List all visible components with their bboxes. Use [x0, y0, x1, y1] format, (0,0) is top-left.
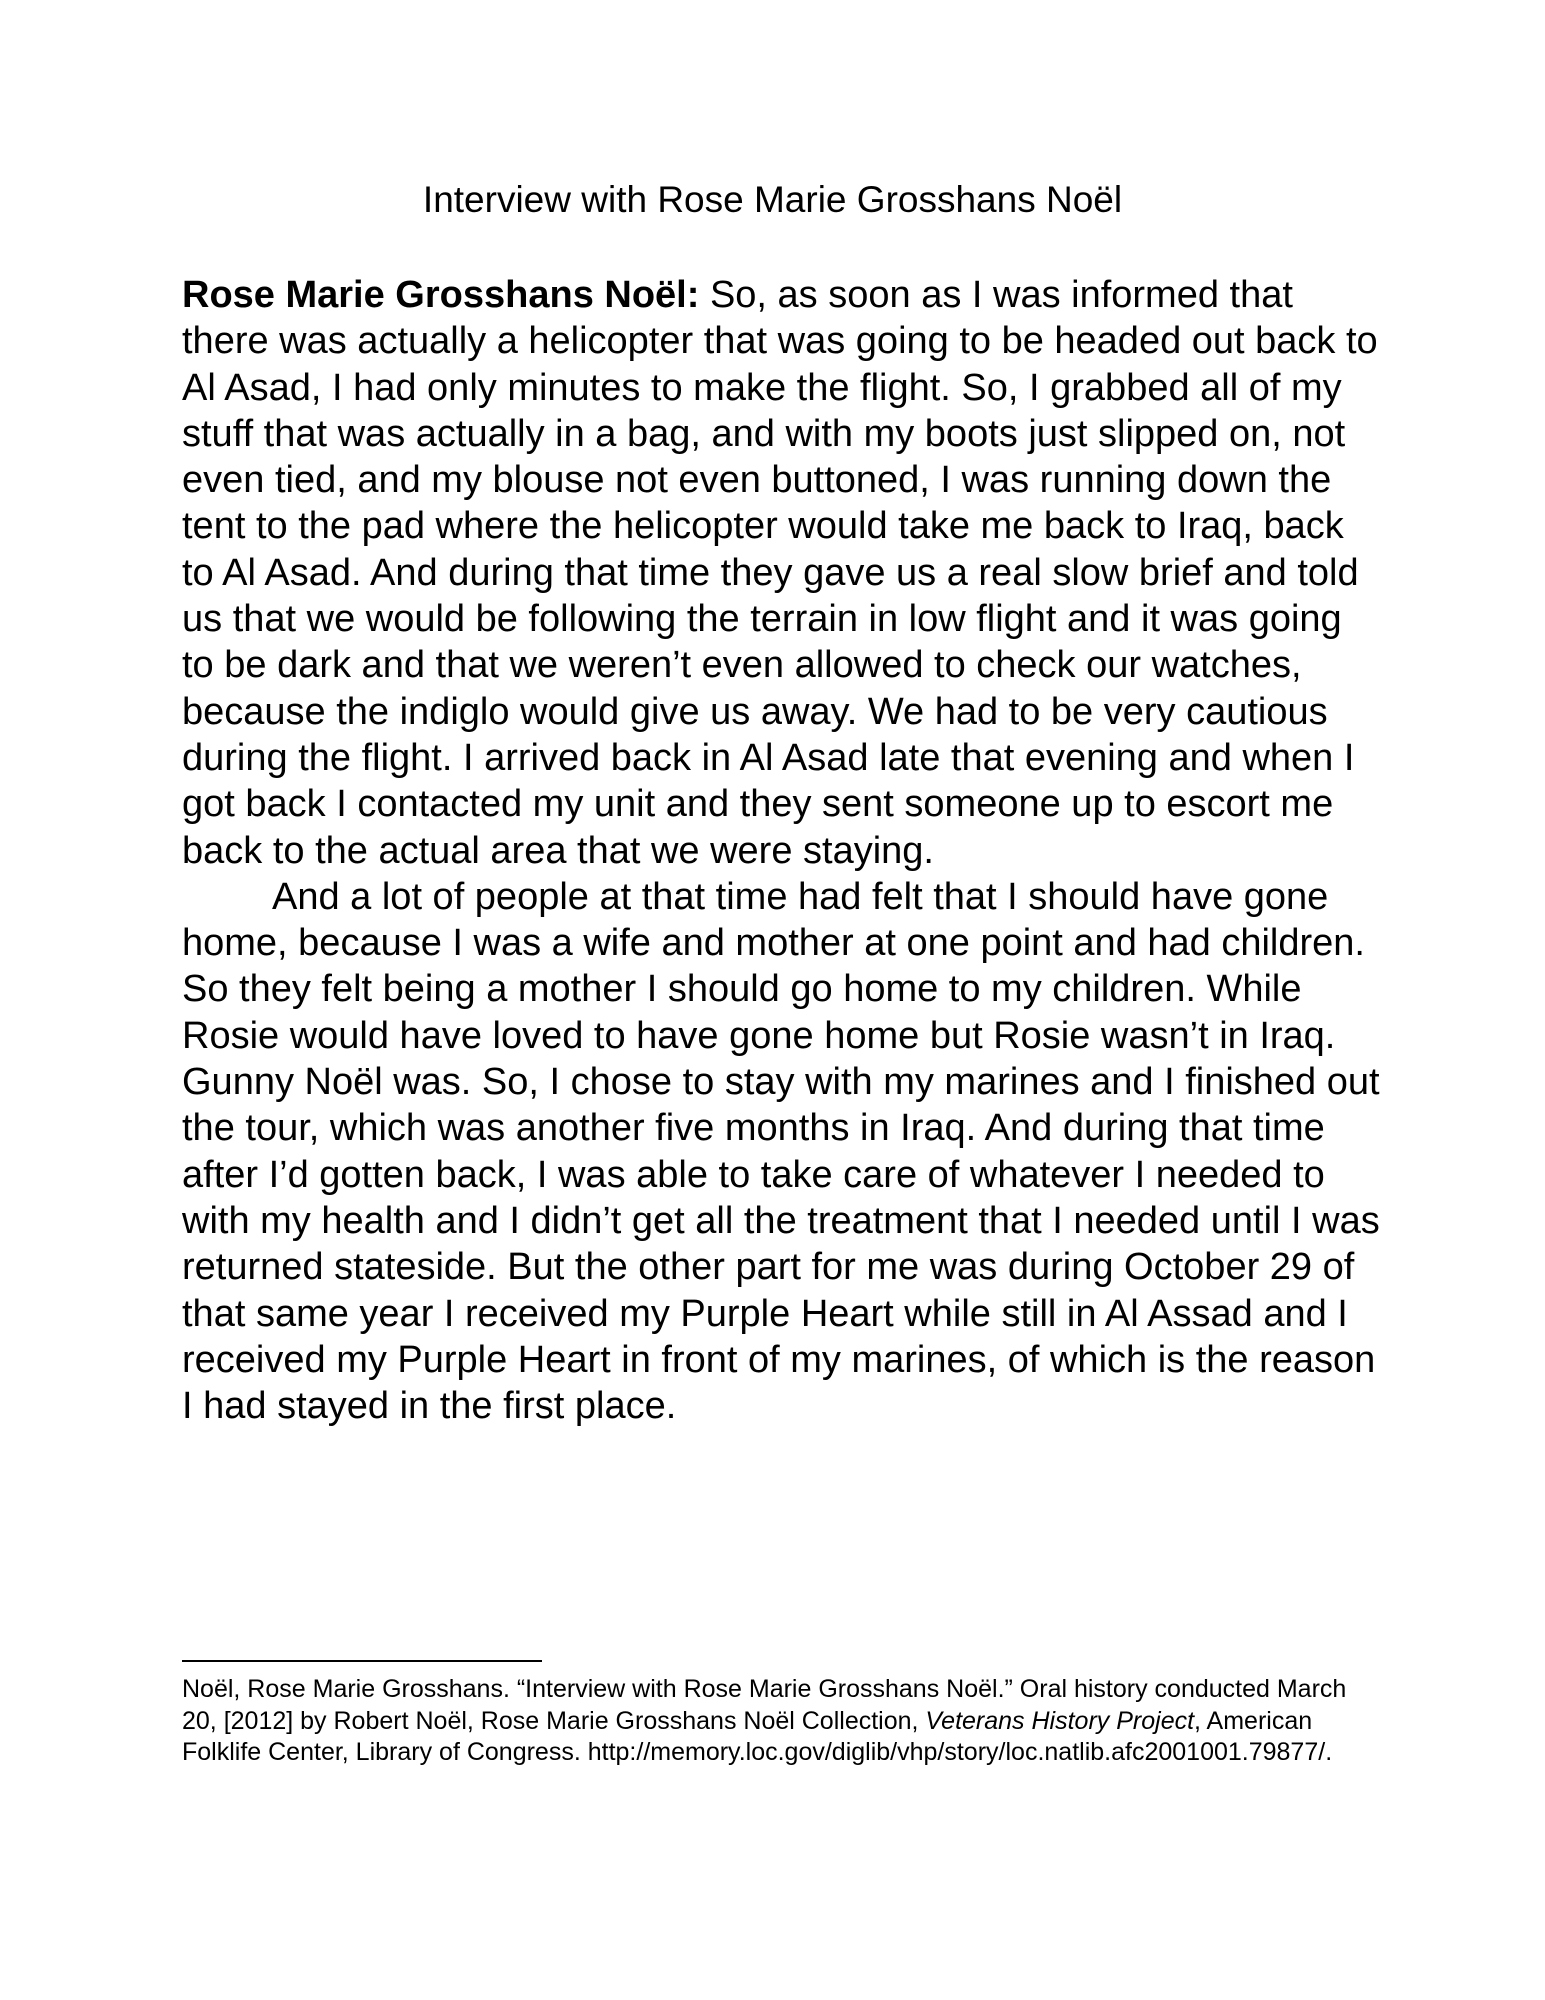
paragraph-1-text: So, as soon as I was informed that there was actually a helicopter that was going to be headed out back to Al Asad, I had only minutes to make the flight. So, I grabbed all of my stuff that was actually in a bag, and with my boots just slipped on, not even tied, and my blouse not even buttoned, I was running down the tent to the pad where the helicopter would take me back to Iraq, back to Al Asad. And during that time they gave us a real slow brief and told us that we would be following the terrain in low flight and it was going to be dark and that we weren’t even allowed to check our watches, because the indiglo would give us away. We had to be very cautious during the flight. I arrived back in Al Asad late that evening and when I got back I contacted my unit and they sent someone up to escort me back to the actual area that we were staying. [182, 274, 1378, 872]
footnote [182, 1674, 1382, 1769]
interview-body [182, 272, 1382, 1429]
document-title: Interview with Rose Marie Grosshans Noël [422, 179, 1123, 220]
paragraph-2: And a lot of people at that time had felt that I should have gone home, because I was a wife and mother at one point and had children. So they felt being a mother I should go home to my children. While Rosie would have loved to have gone home but Rosie wasn’t in Iraq. Gunny Noël was. So, I chose to stay with my marines and I finished out the tour, which was another five months in Iraq. And during that time after I’d gotten back, I was able to take care of whatever I needed to with my health and I didn’t get all the treatment that I needed until I was returned stateside. But the other part for me was during October 29 of that same year I received my Purple Heart while still in Al Assad and I received my Purple Heart in front of my marines, of which is the reason I had stayed in the first place. [182, 875, 1380, 1428]
footnote-collection-title: Veterans History Project [925, 1706, 1195, 1735]
paragraph-1 [182, 272, 1382, 874]
footnote-citation-start: Noël, Rose Marie Grosshans. “Interview with Rose Marie Grosshans Noël.” Oral history conducted March 20, [2012] by Robert Noël, Rose Marie Grosshans Noël Collection, [182, 1675, 1347, 1735]
footnote-divider [182, 1660, 542, 1662]
footnote-citation-end: , American Folklife Center, Library of Congress. http://memory.loc.gov/diglib/vhp/story/loc.natlib.afc2001001.79877/. [182, 1706, 1333, 1766]
speaker-label: Rose Marie Grosshans Noël: [182, 274, 700, 316]
